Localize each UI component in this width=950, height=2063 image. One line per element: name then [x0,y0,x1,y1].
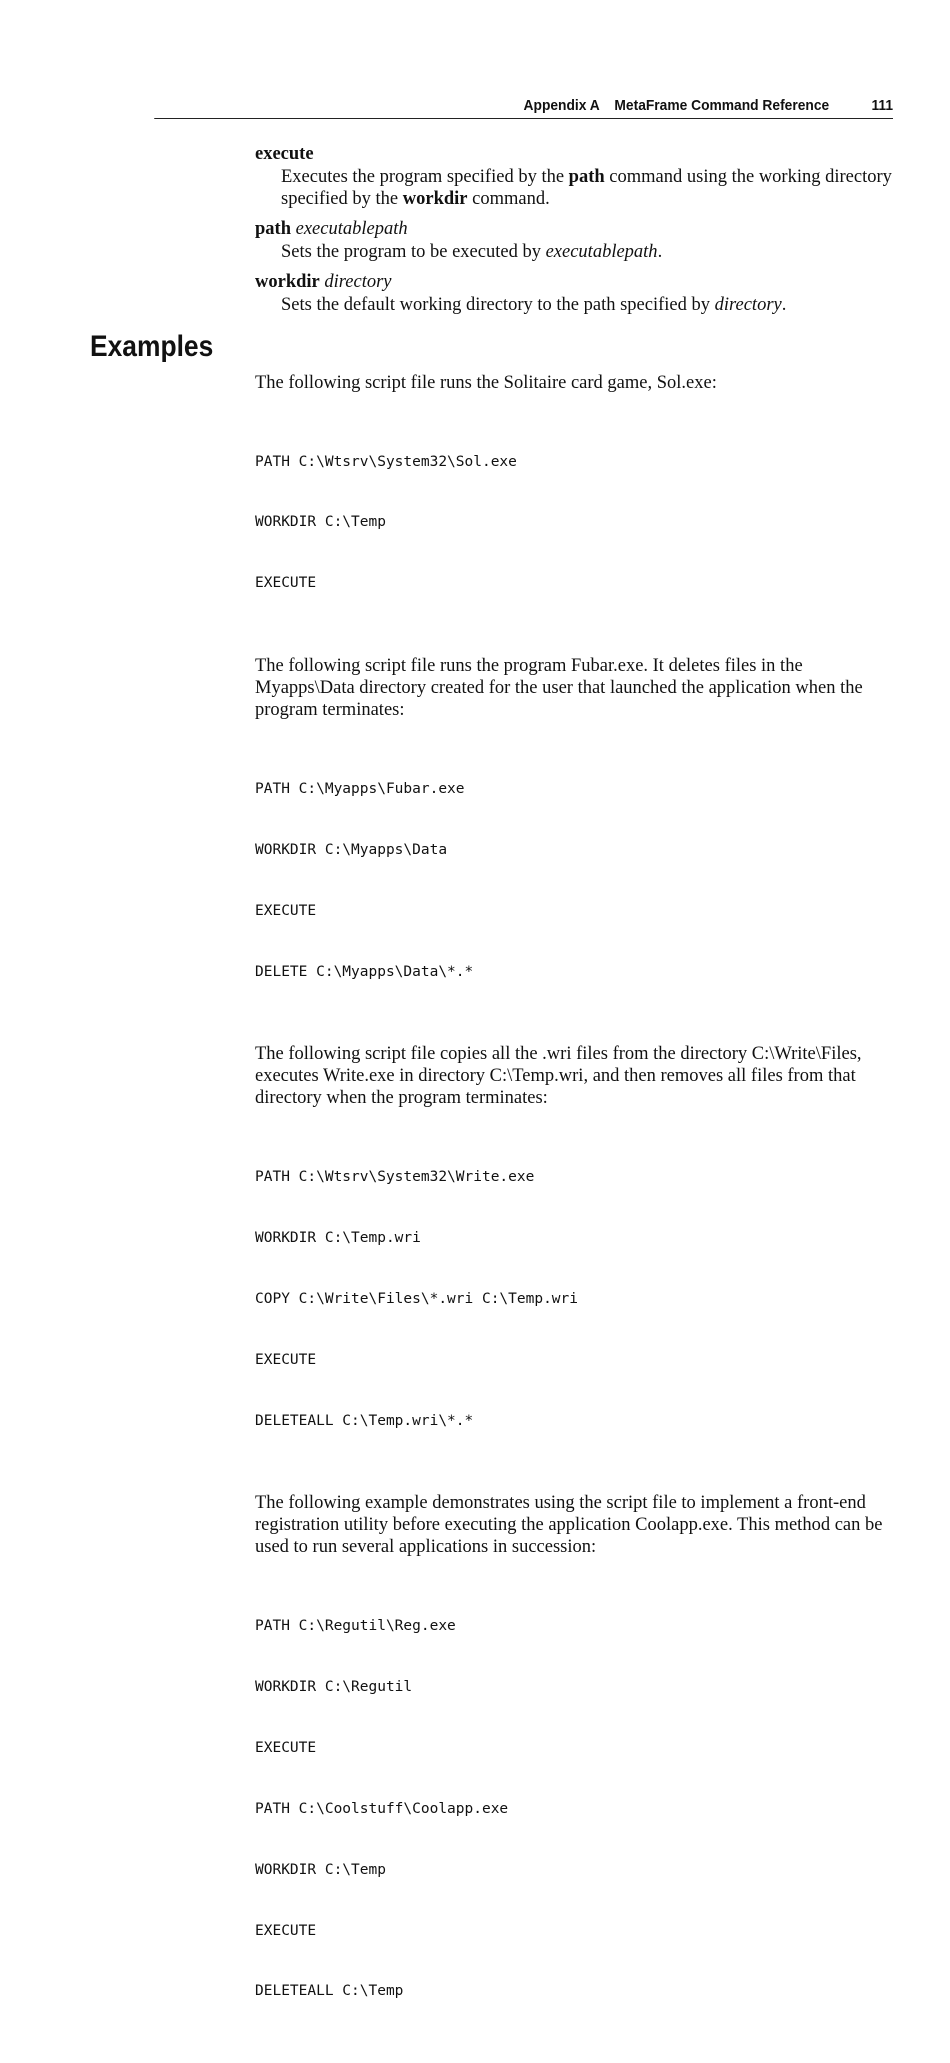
header-title: MetaFrame Command Reference [614,96,830,114]
code-line: PATH C:\Myapps\Fubar.exe [255,780,465,797]
code-block [255,1575,900,2042]
desc-text: Sets the program to be executed by [281,242,546,262]
command-term [255,143,900,165]
page-number: 111 [871,96,893,114]
running-header [154,92,893,119]
example-intro: The following script file copies all the .wri files from the directory C:\Write\Files, executes Write.exe in directory C:\Temp.wri, and then removes all files from that directory when the program terminates: [255,1044,862,1109]
code-line: EXECUTE [255,575,317,592]
code-line: EXECUTE [255,1922,317,1939]
code-line: WORKDIR C:\Regutil [255,1678,413,1695]
example-4 [255,1492,900,2042]
code-line: DELETEALL C:\Temp [255,1983,404,2000]
command-term [255,218,900,240]
code-line: EXECUTE [255,902,317,919]
command-name: execute [255,144,314,164]
desc-param: directory [714,295,782,315]
example-2 [255,655,900,1022]
code-line: PATH C:\Coolstuff\Coolapp.exe [255,1800,509,1817]
desc-text: . [781,295,787,315]
command-entry-execute [255,143,900,210]
command-arg: executablepath [295,219,408,239]
command-list [255,143,900,324]
section-title-examples: Examples [90,330,214,363]
desc-keyword: path [568,167,605,187]
code-line: DELETEALL C:\Temp.wri\*.* [255,1412,474,1429]
command-description [281,166,900,210]
desc-text: . [657,242,663,262]
code-block [255,1126,900,1471]
code-line: WORKDIR C:\Temp [255,1861,386,1878]
example-1 [255,372,900,634]
code-line: DELETE C:\Myapps\Data\*.* [255,963,474,980]
code-line: PATH C:\Regutil\Reg.exe [255,1618,456,1635]
example-intro: The following example demonstrates using the script file to implement a front-end registration utility before executing the application Coolapp.exe. This method can be used to run several applications in succession: [255,1493,883,1558]
code-line: PATH C:\Wtsrv\System32\Sol.exe [255,453,517,470]
desc-text: command. [467,189,550,209]
command-name: path [255,219,291,239]
example-intro: The following script file runs the Solitaire card game, Sol.exe: [255,373,717,393]
desc-text: Sets the default working directory to the path specified by [281,295,715,315]
header-chapter: Appendix A [523,96,600,114]
code-line: WORKDIR C:\Temp [255,514,386,531]
command-term [255,271,900,293]
code-line: WORKDIR C:\Temp.wri [255,1229,421,1246]
command-arg: directory [324,272,392,292]
example-3 [255,1043,900,1471]
code-block [255,411,900,634]
desc-param: executablepath [545,242,658,262]
command-description [281,294,900,316]
code-line: PATH C:\Wtsrv\System32\Write.exe [255,1169,535,1186]
code-line: WORKDIR C:\Myapps\Data [255,841,448,858]
code-line: COPY C:\Write\Files\*.wri C:\Temp.wri [255,1290,579,1307]
command-entry-path [255,218,900,263]
code-line: EXECUTE [255,1739,317,1756]
command-description [281,241,900,263]
code-block [255,738,900,1022]
desc-text: Executes the program specified by the [281,167,569,187]
desc-keyword: workdir [402,189,468,209]
command-entry-workdir [255,271,900,316]
example-intro: The following script file runs the program Fubar.exe. It deletes files in the Myapps\Data directory created for the user that launched the application when the program terminates: [255,656,863,721]
code-line: EXECUTE [255,1351,317,1368]
desc-text: command using the working directory specified by the [281,167,892,209]
examples-section [255,372,900,2063]
command-name: workdir [255,272,320,292]
